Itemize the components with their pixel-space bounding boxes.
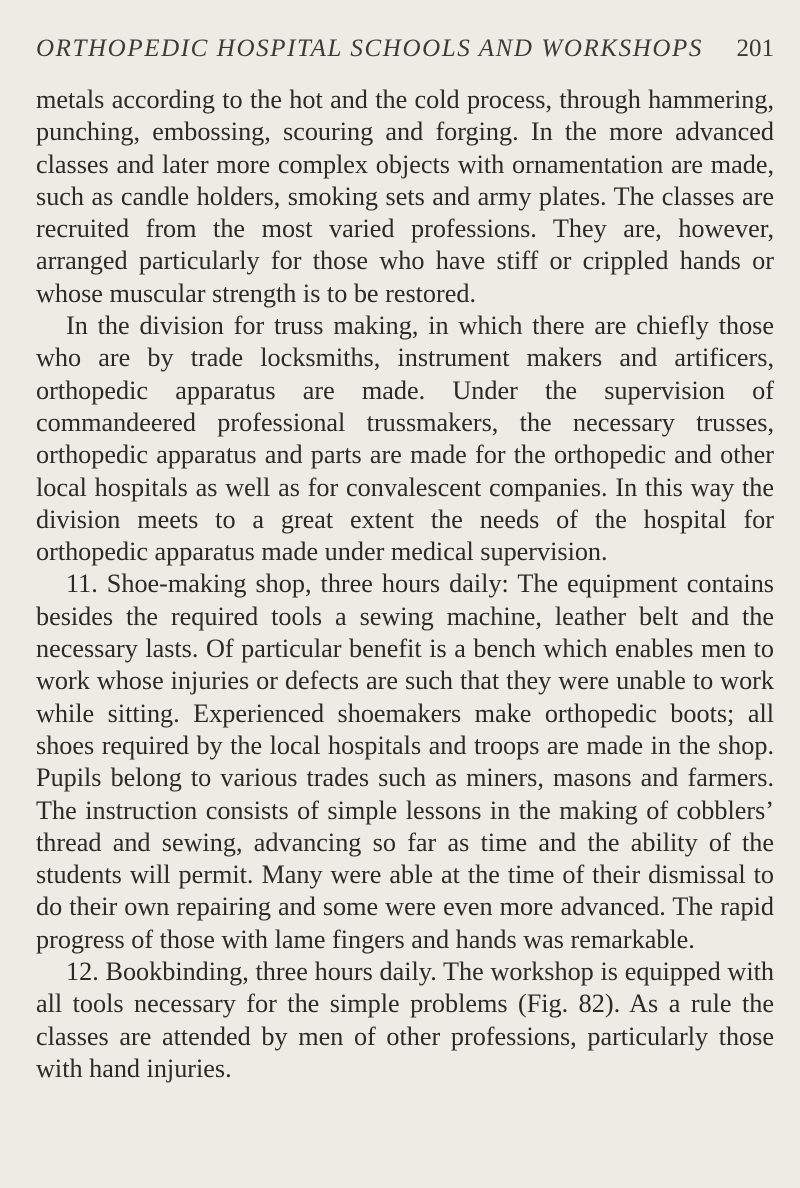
running-title: ORTHOPEDIC HOSPITAL SCHOOLS AND WORKSHOPS xyxy=(36,35,704,62)
paragraph-metalwork-continued: metals according to the hot and the cold process, through hammering, punching, embossing, scouring and forging. In the more advanced classes and later more complex objects with ornamentation are made, such as candle holders, smoking sets and army plates. The classes are recruited from the most varied professions. They are, however, arranged particularly for those who have stiff or crippled hands or whose muscular strength is to be restored. xyxy=(36,85,774,308)
book-page xyxy=(36,32,774,1085)
running-head xyxy=(36,32,774,66)
body-text xyxy=(36,84,774,1085)
paragraph-truss-making: In the division for truss making, in which there are chiefly those who are by trade locksmiths, instrument makers and artificers, orthopedic apparatus are made. Under the supervision of commandeered professional trussmakers, the necessary trusses, orthopedic apparatus and parts are made for the orthopedic and other local hospitals as well as for convalescent companies. In this way the division meets to a great extent the needs of the hospital for orthopedic apparatus made under medical supervision. xyxy=(36,311,774,567)
page-number: 201 xyxy=(736,35,774,62)
paragraph-shoe-making: 11. Shoe-making shop, three hours daily: The equipment contains besides the required tools a sewing machine, leather belt and the necessary lasts. Of particular benefit is a bench which enables men to work whose injuries or defects are such that they were unable to work while sitting. Experienced shoemakers make orthopedic boots; all shoes required by the local hospitals and troops are made in the shop. Pupils belong to various trades such as miners, masons and farmers. The instruction consists of simple lessons in the making of cobblers’ thread and sewing, advancing so far as time and the ability of the students will permit. Many were able at the time of their dismissal to do their own repairing and some were even more advanced. The rapid progress of those with lame fingers and hands was remarkable. xyxy=(36,569,774,954)
paragraph-bookbinding: 12. Bookbinding, three hours daily. The workshop is equipped with all tools necessary for the simple problems (Fig. 82). As a rule the classes are attended by men of other professions, particularly those with hand injuries. xyxy=(36,957,774,1083)
